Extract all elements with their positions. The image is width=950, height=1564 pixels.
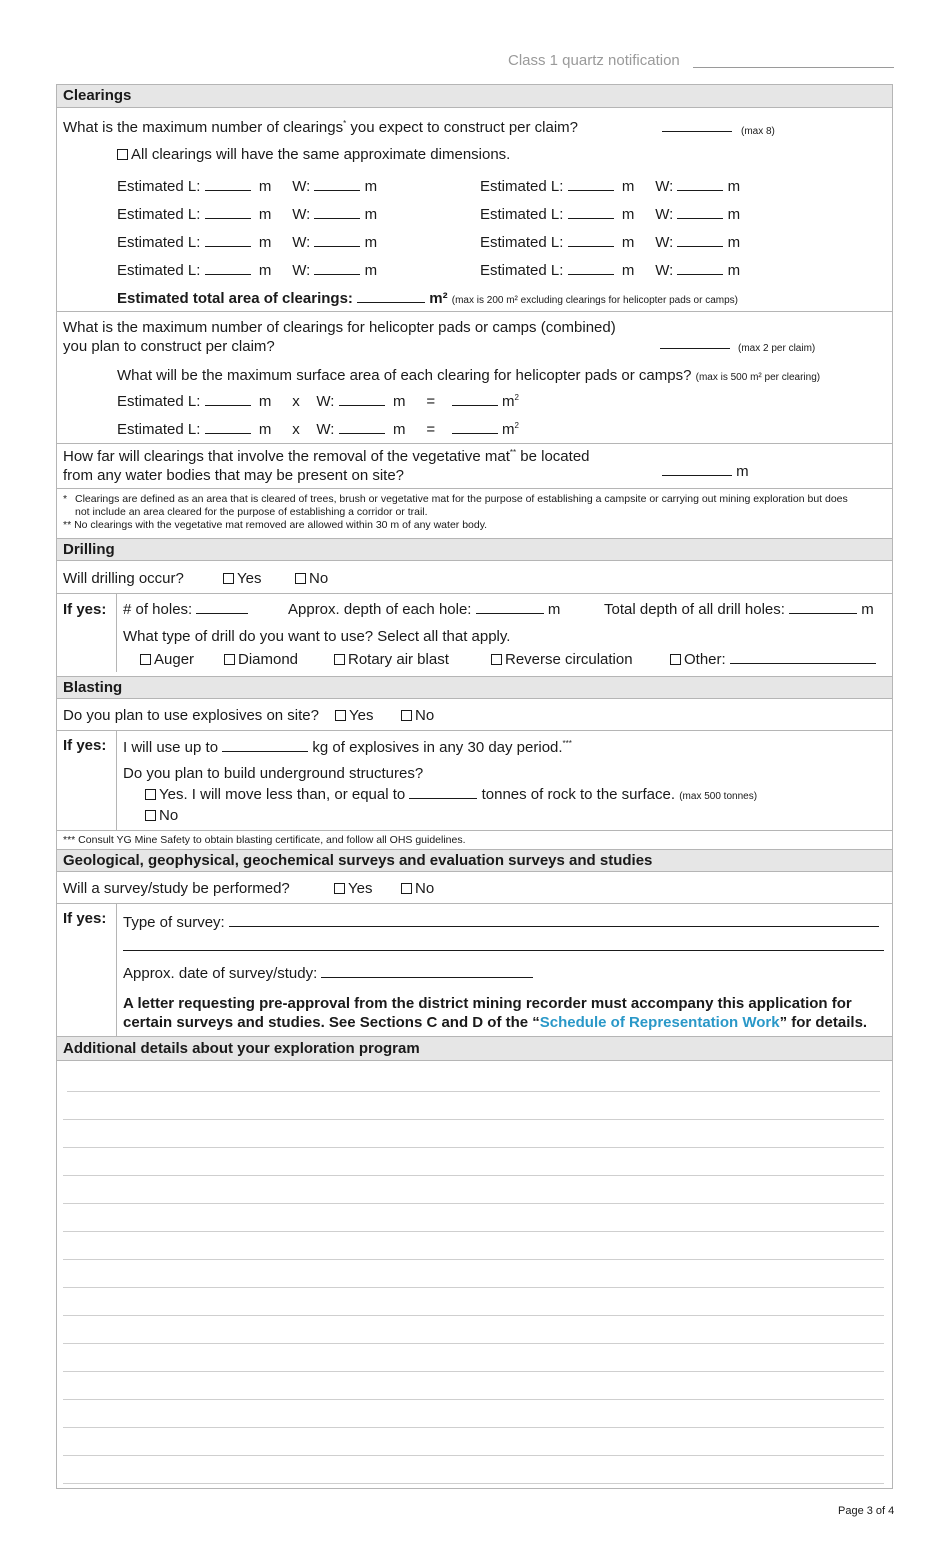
drill-type-reverse[interactable]: Reverse circulation [491, 651, 633, 669]
writing-line [63, 1399, 884, 1400]
blasting-header: Blasting [57, 676, 892, 699]
divider [57, 730, 892, 731]
clearing-dim-row[interactable]: Estimated L: m W: m [117, 234, 378, 251]
drilling-yes-option[interactable]: Yes [223, 570, 261, 588]
divider [57, 311, 892, 312]
writing-line [63, 1343, 884, 1344]
divider [57, 443, 892, 444]
header-blank-line[interactable] [693, 67, 894, 68]
distance-question-line2: from any water bodies that may be present on site? [63, 467, 405, 484]
clearings-max-note: (max 8) [741, 126, 775, 137]
ifyes-column-divider [116, 593, 117, 672]
underground-yes-checkbox[interactable] [145, 789, 156, 800]
drill-type-diamond[interactable]: Diamond [224, 651, 298, 669]
heli-question-line1: What is the maximum number of clearings for helicopter pads or camps (combined) [63, 319, 616, 336]
survey-yes-checkbox[interactable] [334, 883, 345, 894]
drilling-header: Drilling [57, 538, 892, 561]
writing-line [63, 1147, 884, 1148]
divider [57, 488, 892, 489]
clearings-max-question: What is the maximum number of clearings* you expect to construct per claim? [63, 119, 579, 136]
writing-line [63, 1483, 884, 1484]
clearing-dim-row[interactable]: Estimated L: m W: m [117, 262, 378, 279]
footnote-clearing-def-1: Clearings are defined as an area that is cleared of trees, brush or vegetative mat for the purpose of establishing a campsite or carrying out mining exploration but does [75, 493, 848, 505]
depth-field[interactable]: Approx. depth of each hole: m [288, 601, 561, 618]
clearing-dim-row[interactable]: Estimated L: m W: m [117, 178, 378, 195]
survey-question: Will a survey/study be performed? [63, 880, 290, 897]
letter-note-line2: certain surveys and studies. See Sections C and D of the “Schedule of Representation Work” for details. [123, 1014, 868, 1031]
drilling-ifyes-label: If yes: [63, 601, 107, 618]
blasting-ifyes-label: If yes: [63, 737, 107, 754]
blasting-no-checkbox[interactable] [401, 710, 412, 721]
survey-ifyes-label: If yes: [63, 910, 107, 927]
exploration-form [56, 84, 893, 1489]
rotary-air-blast-checkbox[interactable] [334, 654, 345, 665]
drilling-no-checkbox[interactable] [295, 573, 306, 584]
writing-line [63, 1371, 884, 1372]
total-area-row[interactable]: Estimated total area of clearings: m² (max is 200 m² excluding clearings for helicopter pads or camps) [117, 290, 738, 307]
same-dimensions-checkbox[interactable] [117, 149, 128, 160]
drill-type-other[interactable]: Other: [670, 651, 876, 669]
survey-type-field[interactable]: Type of survey: [123, 914, 879, 932]
heli-question-line2: you plan to construct per claim? [63, 338, 275, 355]
clearings-header: Clearings [57, 85, 892, 108]
blasting-footnote: *** Consult YG Mine Safety to obtain blasting certificate, and follow all OHS guidelines. [63, 834, 466, 846]
drilling-question: Will drilling occur? [63, 570, 184, 587]
schedule-link[interactable]: Schedule of Representation Work [539, 1014, 780, 1031]
page-number: Page 3 of 4 [838, 1505, 895, 1517]
diamond-checkbox[interactable] [224, 654, 235, 665]
writing-line [63, 1231, 884, 1232]
writing-line [63, 1175, 884, 1176]
underground-yes-option[interactable]: Yes. I will move less than, or equal to tonnes of rock to the surface. (max 500 tonnes) [145, 786, 757, 806]
writing-line [67, 1091, 880, 1092]
auger-checkbox[interactable] [140, 654, 151, 665]
underground-no-checkbox[interactable] [145, 810, 156, 821]
survey-date-field[interactable]: Approx. date of survey/study: [123, 965, 533, 983]
header-title: Class 1 quartz notification [508, 52, 680, 69]
survey-no-option[interactable]: No [401, 880, 434, 898]
ifyes-column-divider [116, 903, 117, 1036]
blasting-yes-checkbox[interactable] [335, 710, 346, 721]
survey-no-checkbox[interactable] [401, 883, 412, 894]
heli-dim-row[interactable]: Estimated L: m x W: m = $m^2$ [117, 421, 519, 438]
heli-max-field[interactable] [660, 336, 730, 354]
other-checkbox[interactable] [670, 654, 681, 665]
letter-note-line1: A letter requesting pre-approval from the district mining recorder must accompany this application for [123, 995, 852, 1012]
underground-no-option[interactable]: No [145, 807, 178, 825]
blasting-yes-option[interactable]: Yes [335, 707, 373, 725]
same-dimensions-option[interactable]: All clearings will have the same approximate dimensions. [117, 146, 510, 164]
distance-question-line1: How far will clearings that involve the removal of the vegetative mat** be located [63, 448, 590, 465]
underground-question: Do you plan to build underground structures? [123, 765, 424, 782]
clearing-dim-row[interactable]: Estimated L: m W: m [480, 262, 741, 279]
blasting-question: Do you plan to use explosives on site? [63, 707, 319, 724]
surveys-header: Geological, geophysical, geochemical surveys and evaluation surveys and studies [57, 849, 892, 872]
clearing-dim-row[interactable]: Estimated L: m W: m [117, 206, 378, 223]
writing-line [63, 1259, 884, 1260]
blasting-no-option[interactable]: No [401, 707, 434, 725]
additional-header: Additional details about your exploration program [57, 1036, 892, 1061]
writing-line [63, 1203, 884, 1204]
additional-details-textarea[interactable] [57, 1061, 892, 1488]
distance-field[interactable]: m [662, 463, 749, 481]
survey-yes-option[interactable]: Yes [334, 880, 372, 898]
writing-line [63, 1315, 884, 1316]
explosives-amount-field[interactable]: I will use up to kg of explosives in any 30 day period.*** [123, 739, 572, 756]
divider [57, 903, 892, 904]
clearing-dim-row[interactable]: Estimated L: m W: m [480, 234, 741, 251]
heli-area-question: What will be the maximum surface area of each clearing for helicopter pads or camps? (max is 500 m² per clearing) [117, 367, 821, 384]
survey-type-field-line2[interactable] [123, 950, 884, 951]
writing-line [63, 1287, 884, 1288]
clearing-dim-row[interactable]: Estimated L: m W: m [480, 178, 741, 195]
heli-dim-row[interactable]: Estimated L: m x W: m = $m^2$ [117, 393, 519, 410]
total-depth-field[interactable]: Total depth of all drill holes: m [604, 601, 874, 618]
footnote-clearing-def-2: not include an area cleared for the purpose of establishing a corridor or trail. [75, 506, 428, 518]
heli-max-note: (max 2 per claim) [738, 343, 816, 354]
drilling-yes-checkbox[interactable] [223, 573, 234, 584]
divider [57, 830, 892, 831]
footnote-water: ** No clearings with the vegetative mat removed are allowed within 30 m of any water body. [63, 519, 488, 531]
drill-type-rotary[interactable]: Rotary air blast [334, 651, 449, 669]
ifyes-column-divider [116, 730, 117, 830]
clearings-max-field[interactable] [662, 119, 732, 137]
drill-type-auger[interactable]: Auger [140, 651, 194, 669]
clearing-dim-row[interactable]: Estimated L: m W: m [480, 206, 741, 223]
writing-line [63, 1119, 884, 1120]
holes-field[interactable]: # of holes: [123, 601, 248, 619]
reverse-circulation-checkbox[interactable] [491, 654, 502, 665]
drill-type-question: What type of drill do you want to use? Select all that apply. [123, 628, 511, 645]
writing-line [63, 1427, 884, 1428]
divider [57, 593, 892, 594]
footnote-clearing-mark: * [63, 493, 68, 505]
writing-line [63, 1455, 884, 1456]
drilling-no-option[interactable]: No [295, 570, 328, 588]
